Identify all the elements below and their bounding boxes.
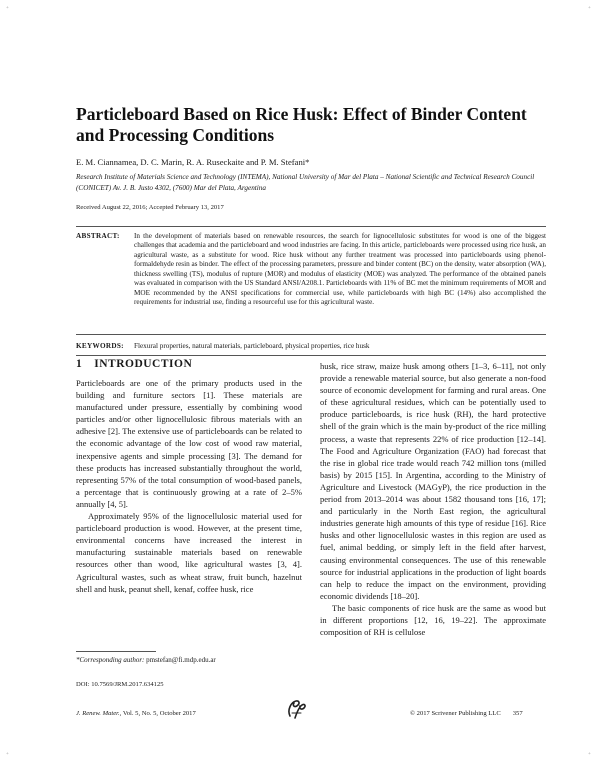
crop-mark: + [6,6,9,11]
author-list: E. M. Ciannamea, D. C. Marin, R. A. Ruseckaite and P. M. Stefani* [76,157,310,167]
paper-title: Particleboard Based on Rice Husk: Effect of Binder Content and Processing Conditions [76,104,527,145]
section-title: INTRODUCTION [94,358,193,370]
keywords-bottom-rule [76,355,546,356]
section-number: 1 [76,358,83,370]
paragraph: Approximately 95% of the lignocellulosic material used for particleboard production is wood. However, at the present time, environmental concerns have increased the interest in manufacturing sustainable materials based on renewable resources other than wood, like agricultural wastes [3, 4]. Agricultural wastes, such as wheat straw, fruit bunch, hazelnut shell and husk, peanut shell, kenaf, coffee husk, rice [76,511,302,594]
footnote-label: *Corresponding author: [76,656,145,664]
crop-mark: + [588,6,591,11]
crop-mark: + [6,752,9,757]
copyright: © 2017 Scrivener Publishing LLC [410,710,501,717]
crop-mark: + [588,752,591,757]
paragraph: Particleboards are one of the primary products used in the building and furniture sectors [1]. These materials are manufactured under pressure, essentially by combining wood particles and/or other lignocellulosic fibrous materials with an adhesive [2]. The extensive use of particleboards can be related to the economic advantage of the low cost of wood raw material, inexpensive agents and simple processing [3]. The demand for these products has increased substantially throughout the world, representing 57% of the total consumption of wood-based panels, a percentage that is continuously growing at a rate of 2–5% annually [4, 5]. [76,378,302,509]
abstract-label: ABSTRACT: [76,232,120,240]
author-email[interactable]: pmstefan@fi.mdp.edu.ar [146,656,216,664]
right-column [320,360,546,638]
left-column [76,377,302,595]
paragraph: husk, rice straw, maize husk among others [1–3, 6–11], not only provide a renewable material source, but also generate a non-food source of economic development for farming and rural areas. One of these agricultural residues, which can be potentially used to produce particleboards, is rice husk (RH), the hard protective shell of the grain which is the main by-product of the rice milling process, a waste that represents 22% of rice production [12–14]. The Food and Agriculture Organization (FAO) had forecast that the rise in global rice trade would reach 742 million tons (milled basis) by 2015 [15]. In Argentina, according to the Ministry of Agriculture and Livestock (MAGyP), the rice production in the period from 2013–2014 was about 1582 thousand tons [16, 17]; and particularly in the North East region, the agricultural industries generate high amounts of this type of residue [16]. Rice husks and other lignocellulosic wastes in this region are used as fuel, animal bedding, or simply left in the field after harvest, causing environmental consequences. The use of this renewable source for industrial applications in the production of light boards can help to reduce the impact on the environment, providing economic dividends [18–20]. [320,361,546,601]
keywords-label: KEYWORDS: [76,342,124,350]
journal-name: J. Renew. Mater. [76,710,120,717]
doi[interactable]: DOI: 10.7569/JRM.2017.634125 [76,681,164,688]
keywords-text: Flexural properties, natural materials, particleboard, physical properties, rice husk [134,342,370,350]
abstract-bottom-rule [76,334,546,335]
page-number: 357 [512,710,523,717]
received-dates: Received August 22, 2016; Accepted February 13, 2017 [76,204,224,211]
paragraph: The basic components of rice husk are the same as wood but in different proportions [12, 16, 19–22]. The approximate composition of RH is cellulose [320,602,546,638]
copyright-line [410,710,523,717]
affiliation: Research Institute of Materials Science and Technology (INTEMA), National University of Mar del Plata – National Scientific and Technical Research Council (CONICET) Av. J. B. Justo 4302, (7600) Mar del Plata, Argentina [76,173,535,192]
journal-volume: , Vol. 5, No. 5, October 2017 [119,710,196,717]
corresponding-author-note [76,656,216,664]
publisher-logo-icon [283,696,309,722]
journal-citation [76,710,196,717]
footnote-rule [76,651,156,652]
abstract-top-rule [76,226,546,227]
abstract-text: In the development of materials based on renewable resources, the search for lignocellulosic substitutes for wood is one of the biggest challenges that academia and the particleboard and wood industries are facing. In this article, particleboards were processed using rice husk, an agricultural waste, as a substitute for wood. Rice husk without any further treatment was processed into particleboards using phenol-formaldehyde resin as binder. The effect of the processing parameters, pressure and binder content (BC) on the density, water absorption (WA), thickness swelling (TS), modulus of rupture (MOR) and modulus of elasticity (MOE) was analyzed. The performance of the obtained panels was evaluated in comparison with the US Standard ANSI/A208.1. Particleboards with 11% of BC met the minimum requirements of MOR and MOE recommended by the ANSI specifications for commercial use, while particleboards with high BC (14%) also accomplished the requirements for industrial use, finding a resourceful use for this agricultural waste. [134,232,547,307]
section-heading [76,358,192,370]
